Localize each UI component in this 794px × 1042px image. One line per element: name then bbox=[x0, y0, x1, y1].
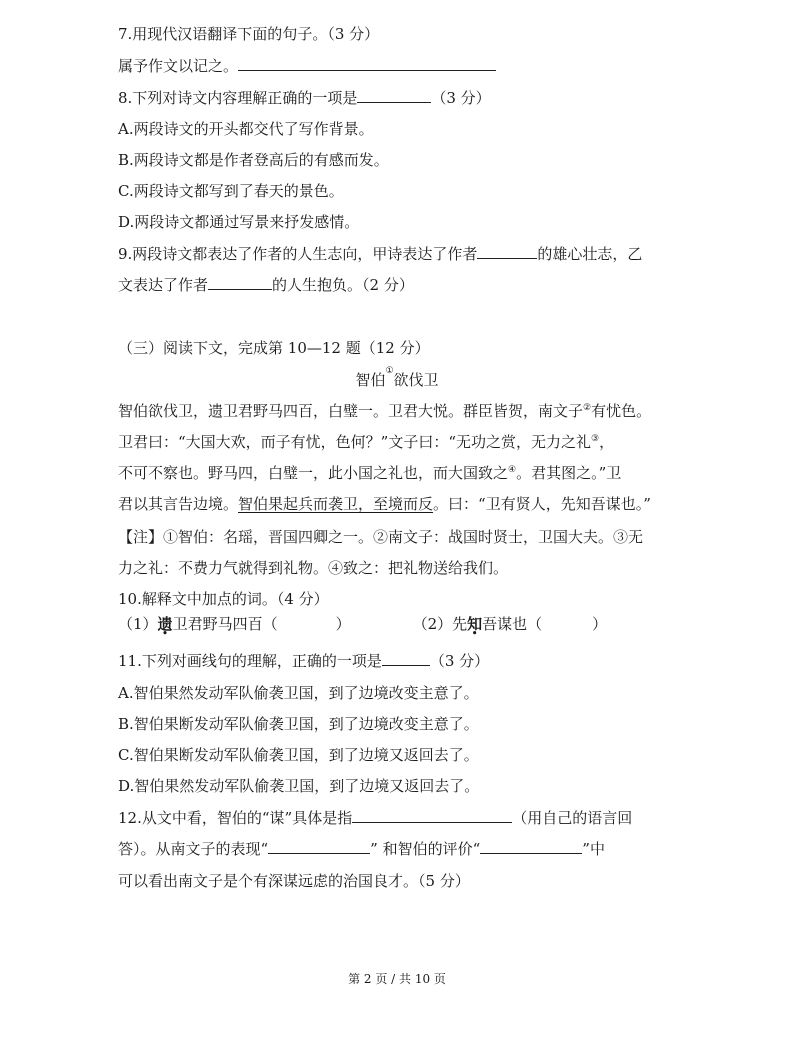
q10-item2-text: 吾谋也（ bbox=[482, 615, 543, 633]
note-marker: ④ bbox=[508, 465, 517, 475]
passage-text: 不可不察也。野马四，白璧一，此小国之礼也，而大国致之 bbox=[118, 464, 509, 482]
notes-line-1: 【注】①智伯：名瑶，晋国四卿之一。②南文子：战国时贤士，卫国大夫。③无 bbox=[118, 528, 644, 546]
q10-dotted-word-2: 知 bbox=[467, 615, 483, 633]
q10-dotted-word-1: 遗 bbox=[157, 615, 173, 633]
q11-title bbox=[118, 651, 489, 671]
q12-text-3: 答）。从南文子的表现“ bbox=[118, 840, 269, 858]
q8-option-d: D.两段诗文都通过写景来抒发感情。 bbox=[118, 213, 360, 231]
passage-line-2 bbox=[118, 432, 614, 452]
q12-line3: 可以看出南文子是个有深谋远虑的治国良才。（5 分） bbox=[118, 872, 470, 890]
passage-text: 智伯欲伐卫，遗卫君野马四百，白璧一。卫君大悦。群臣皆贺，南文子 bbox=[118, 402, 584, 420]
q11-option-d: D.智伯果然发动军队偷袭卫国，到了边境又返回去了。 bbox=[118, 777, 480, 795]
q10-items bbox=[118, 614, 607, 634]
q8-score: （3 分） bbox=[431, 89, 491, 107]
note-marker: ② bbox=[583, 403, 592, 413]
q8-option-c: C.两段诗文都写到了春天的景色。 bbox=[118, 182, 344, 200]
q12-text-2: （用自己的语言回 bbox=[512, 809, 633, 827]
q11-option-a: A.智伯果然发动军队偷袭卫国，到了边境改变主意了。 bbox=[118, 684, 479, 702]
note-marker: ③ bbox=[591, 434, 600, 444]
q10-item1-num: （1） bbox=[118, 615, 158, 633]
q7-sentence-line bbox=[118, 56, 496, 76]
q11-answer-blank[interactable] bbox=[382, 651, 430, 666]
q9-text-2: 的雄心壮志，乙 bbox=[537, 245, 643, 263]
q12-blank-2[interactable] bbox=[268, 839, 370, 854]
q10-item2-text: （2）先 bbox=[412, 615, 468, 633]
q7-answer-blank[interactable] bbox=[238, 56, 496, 71]
passage-text: ， bbox=[599, 433, 615, 451]
section3-heading: （三）阅读下文，完成第 10—12 题（12 分） bbox=[118, 339, 430, 357]
q9-text-4: 的人生抱负。（2 分） bbox=[272, 276, 414, 294]
passage-line-3 bbox=[118, 463, 621, 483]
q8-option-b: B.两段诗文都是作者登高后的有感而发。 bbox=[118, 151, 389, 169]
passage-title-a: 智伯 bbox=[355, 371, 386, 389]
passage-text: 。君其图之。”卫 bbox=[516, 464, 622, 482]
q10-title: 10.解释文中加点的词。（4 分） bbox=[118, 590, 329, 608]
passage-text: 君以其言告边境。 bbox=[118, 495, 239, 513]
passage-line-4 bbox=[118, 494, 651, 514]
q9-blank-2[interactable] bbox=[208, 275, 272, 290]
q9-line2 bbox=[118, 275, 414, 295]
passage-text: 。曰：“卫有贤人，先知吾谋也。” bbox=[433, 495, 651, 513]
passage-line-1 bbox=[118, 401, 651, 421]
passage-text: 卫君曰：“大国大欢，而子有忧，色何？”文子曰：“无功之赏，无力之礼 bbox=[118, 433, 592, 451]
q9-text-1: 9.两段诗文都表达了作者的人生志向，甲诗表达了作者 bbox=[118, 245, 478, 263]
notes-line-2: 力之礼：不费力气就得到礼物。④致之：把礼物送给我们。 bbox=[118, 559, 509, 577]
q11-score: （3 分） bbox=[429, 652, 490, 670]
q7-sentence: 属予作文以记之。 bbox=[118, 57, 239, 75]
q12-blank-1[interactable] bbox=[352, 808, 512, 823]
passage-title-note: ① bbox=[385, 366, 394, 376]
q10-item2-close: ） bbox=[592, 615, 608, 633]
passage-title-b: 欲伐卫 bbox=[393, 371, 439, 389]
q12-text-4: ” 和智伯的评价“ bbox=[370, 840, 481, 858]
q11-title-text: 11.下列对画线句的理解，正确的一项是 bbox=[118, 652, 382, 670]
q8-title-text: 8.下列对诗文内容理解正确的一项是 bbox=[118, 89, 358, 107]
q12-blank-3[interactable] bbox=[480, 839, 582, 854]
q12-text-5: ”中 bbox=[582, 840, 605, 858]
q8-answer-blank[interactable] bbox=[357, 88, 431, 103]
passage-text: 有忧色。 bbox=[591, 402, 652, 420]
q12-line1 bbox=[118, 808, 632, 828]
q12-text-1: 12.从文中看，智伯的“谋”具体是指 bbox=[118, 809, 353, 827]
underlined-sentence: 智伯果起兵而袭卫，至境而反 bbox=[238, 495, 434, 513]
q10-item1-close: ） bbox=[335, 615, 351, 633]
q8-title bbox=[118, 88, 491, 108]
q11-option-c: C.智伯果断发动军队偷袭卫国，到了边境又返回去了。 bbox=[118, 746, 479, 764]
q7-title: 7.用现代汉语翻译下面的句子。（3 分） bbox=[118, 25, 380, 43]
passage-title bbox=[0, 366, 794, 390]
q12-line2 bbox=[118, 839, 605, 859]
q9-text-3: 文表达了作者 bbox=[118, 276, 209, 294]
page-number: 第 2 页 / 共 10 页 bbox=[348, 972, 446, 986]
q10-item1-text: 卫君野马四百（ bbox=[172, 615, 278, 633]
q11-option-b: B.智伯果断发动军队偷袭卫国，到了边境改变主意了。 bbox=[118, 715, 479, 733]
q9-blank-1[interactable] bbox=[477, 244, 537, 259]
q8-option-a: A.两段诗文的开头都交代了写作背景。 bbox=[118, 120, 374, 138]
q9-line1 bbox=[118, 244, 642, 264]
